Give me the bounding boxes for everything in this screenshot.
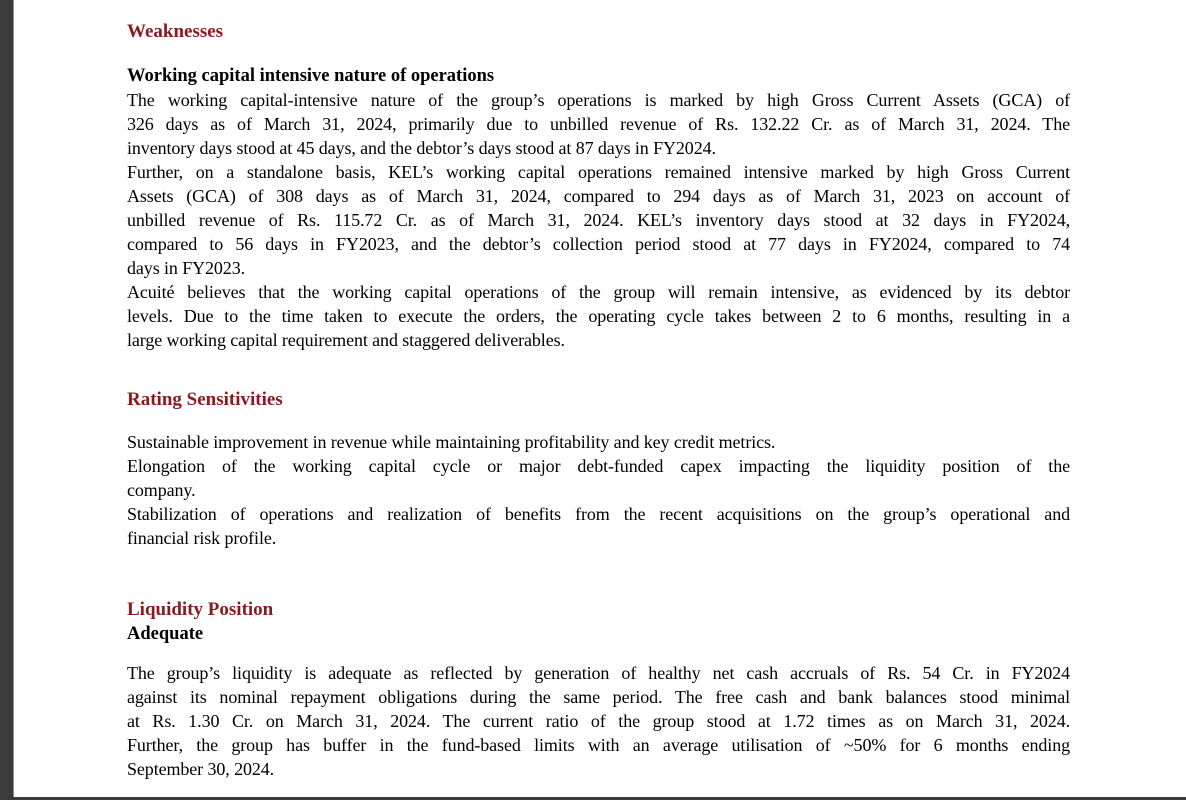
text-line: Sustainable improvement in revenue while maintaining profitability and key credit metrics. <box>127 432 776 452</box>
page-left-border <box>0 0 14 800</box>
paragraph-rating-sensitivity-2 <box>127 454 1070 502</box>
text-line: 326 days as of March 31, 2024, primarily due to unbilled revenue of Rs. 132.22 Cr. as of March 31, 2024. The <box>127 114 1070 134</box>
paragraph-standalone-working-capital <box>127 160 1070 280</box>
text-line: at Rs. 1.30 Cr. on March 31, 2024. The current ratio of the group stood at 1.72 times as on March 31, 2024. <box>127 711 1070 731</box>
section-heading-liquidity-position: Liquidity Position <box>127 599 274 620</box>
paragraph-rating-sensitivity-1 <box>127 430 1070 454</box>
text-line: inventory days stood at 45 days, and the debtor’s days stood at 87 days in FY2024. <box>127 138 716 158</box>
section-heading-rating-sensitivities: Rating Sensitivities <box>127 389 283 410</box>
text-line: Assets (GCA) of 308 days as of March 31, 2024, compared to 294 days as of March 31, 2023 on account of <box>127 186 1070 206</box>
text-line: September 30, 2024. <box>127 759 275 779</box>
text-line: levels. Due to the time taken to execute the orders, the operating cycle takes between 2 to 6 months, resulting in a <box>127 306 1070 326</box>
subheading-adequate: Adequate <box>127 624 204 644</box>
text-line: Stabilization of operations and realization of benefits from the recent acquisitions on the group’s operational and <box>127 504 1070 524</box>
text-line: financial risk profile. <box>127 528 277 548</box>
paragraph-rating-sensitivity-3 <box>127 502 1070 550</box>
text-line: Further, the group has buffer in the fund-based limits with an average utilisation of ~50% for 6 months ending <box>127 735 1070 755</box>
text-line: The group’s liquidity is adequate as reflected by generation of healthy net cash accruals of Rs. 54 Cr. in FY2024 <box>127 663 1070 683</box>
text-line: large working capital requirement and staggered deliverables. <box>127 330 565 350</box>
paragraph-liquidity <box>127 661 1070 781</box>
section-heading-weaknesses: Weaknesses <box>127 21 224 42</box>
text-line: compared to 56 days in FY2023, and the debtor’s collection period stood at 77 days in FY2024, compared to 74 <box>127 234 1070 254</box>
document-content <box>127 0 1070 781</box>
text-line: company. <box>127 480 196 500</box>
text-line: Further, on a standalone basis, KEL’s working capital operations remained intensive marked by high Gross Current <box>127 162 1070 182</box>
subheading-working-capital: Working capital intensive nature of operations <box>127 66 495 86</box>
text-line: unbilled revenue of Rs. 115.72 Cr. as of March 31, 2024. KEL’s inventory days stood at 32 days in FY2024, <box>127 210 1070 230</box>
text-line: Elongation of the working capital cycle or major debt-funded capex impacting the liquidity position of the <box>127 456 1070 476</box>
text-line: The working capital-intensive nature of the group’s operations is marked by high Gross Current Assets (GCA) of <box>127 90 1070 110</box>
paragraph-acuite-believes <box>127 280 1070 352</box>
text-line: days in FY2023. <box>127 258 246 278</box>
paragraph-group-working-capital <box>127 88 1070 160</box>
text-line: against its nominal repayment obligations during the same period. The free cash and bank balances stood minimal <box>127 687 1070 707</box>
text-line: Acuité believes that the working capital operations of the group will remain intensive, as evidenced by its debtor <box>127 282 1070 302</box>
